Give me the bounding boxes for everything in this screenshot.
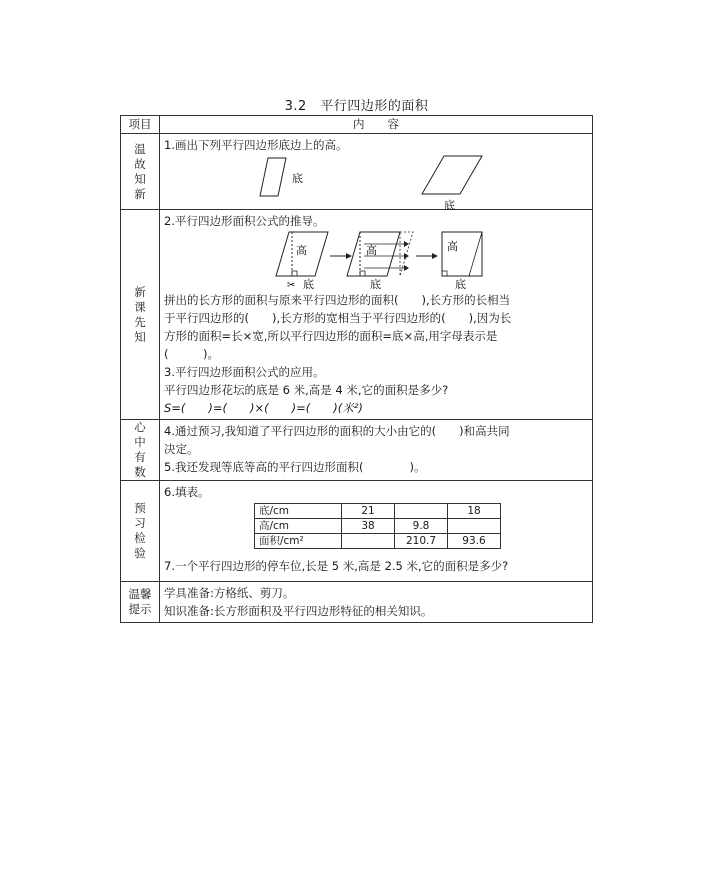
table-cell: 面积/cm² — [255, 534, 342, 549]
table-cell: 93.6 — [448, 534, 501, 549]
scissors-icon: ✂ — [287, 280, 296, 291]
question-4-line-1: 4.通过预习,我知道了平行四边形的面积的大小由它的( )和高共同 — [164, 424, 510, 438]
question-3-formula: S=( )=( )×( )=( )(米²) — [164, 401, 363, 415]
base-label-1: 底 — [303, 278, 314, 291]
right-angle-mark — [442, 271, 447, 276]
right-angle-mark — [292, 271, 297, 276]
fill-table — [254, 503, 501, 549]
parallelogram-wide — [422, 156, 482, 194]
question-3-text: 平行四边形花坛的底是 6 米,高是 4 米,它的面积是多少? — [164, 383, 449, 397]
height-label-2: 高 — [366, 244, 377, 257]
height-label-1: 高 — [296, 244, 307, 257]
header-content: 内 容 — [160, 116, 593, 134]
section-tips — [121, 582, 593, 623]
table-cell: 18 — [448, 504, 501, 519]
base-label-3: 底 — [455, 278, 466, 291]
question-6: 6.填表。 — [164, 485, 210, 499]
section-mind — [121, 420, 593, 481]
table-cell: 底/cm — [255, 504, 342, 519]
category-label: 温馨提示 — [128, 587, 152, 616]
height-label-3: 高 — [447, 240, 458, 253]
section-review — [121, 134, 593, 210]
table-row — [255, 504, 501, 519]
arrow-right-icon — [404, 265, 409, 271]
table-cell: 21 — [342, 504, 395, 519]
right-angle-mark — [360, 271, 365, 276]
page-title: 3.2 平行四边形的面积 — [284, 99, 429, 114]
table-cell: 高/cm — [255, 519, 342, 534]
question-2: 2.平行四边形面积公式的推导。 — [164, 214, 325, 228]
rectangle-shape — [442, 232, 482, 276]
derivation-text-4: ( )。 — [164, 347, 219, 361]
table-cell[interactable] — [448, 519, 501, 534]
parallelogram-tall — [260, 158, 286, 196]
base-label-2: 底 — [370, 278, 381, 291]
table-cell: 9.8 — [395, 519, 448, 534]
tips-line-1: 学具准备:方格纸、剪刀。 — [164, 586, 295, 600]
arrow-right-icon — [404, 241, 409, 247]
tips-line-2: 知识准备:长方形面积及平行四边形特征的相关知识。 — [164, 604, 433, 618]
base-label-1: 底 — [292, 172, 303, 185]
table-row — [255, 519, 501, 534]
seam-line — [469, 232, 482, 276]
question-1: 1.画出下列平行四边形底边上的高。 — [164, 138, 348, 152]
table-cell: 38 — [342, 519, 395, 534]
base-label-2: 底 — [444, 199, 455, 212]
category-label: 预习检验 — [134, 501, 146, 560]
question-7: 7.一个平行四边形的停车位,长是 5 米,高是 2.5 米,它的面积是多少? — [164, 559, 509, 573]
section-new — [121, 210, 593, 420]
derivation-text-2: 于平行四边形的( ),长方形的宽相当于平行四边形的( ),因为长 — [164, 311, 512, 325]
derivation-figure — [164, 230, 584, 291]
category-label: 温故知新 — [134, 141, 146, 201]
question-5: 5.我还发现等底等高的平行四边形面积( )。 — [164, 460, 426, 474]
question-3: 3.平行四边形面积公式的应用。 — [164, 365, 325, 379]
worksheet-table — [120, 115, 593, 623]
table-cell[interactable] — [342, 534, 395, 549]
header-item: 项目 — [121, 116, 160, 134]
arrow-right-icon — [404, 253, 409, 259]
arrow-right-icon — [432, 253, 438, 259]
derivation-text-3: 方形的面积=长×宽,所以平行四边形的面积=底×高,用字母表示是 — [164, 329, 498, 343]
table-cell: 210.7 — [395, 534, 448, 549]
section-check — [121, 481, 593, 582]
category-label: 新课先知 — [134, 284, 146, 344]
table-row — [255, 534, 501, 549]
table-cell[interactable] — [395, 504, 448, 519]
parallelogram-figures — [164, 154, 584, 212]
arrow-right-icon — [346, 253, 352, 259]
category-label: 心中有数 — [134, 420, 146, 479]
question-4-line-2: 决定。 — [164, 442, 199, 456]
header-row — [121, 116, 593, 134]
derivation-text-1: 拼出的长方形的面积与原来平行四边形的面积( ),长方形的长相当 — [164, 293, 511, 307]
